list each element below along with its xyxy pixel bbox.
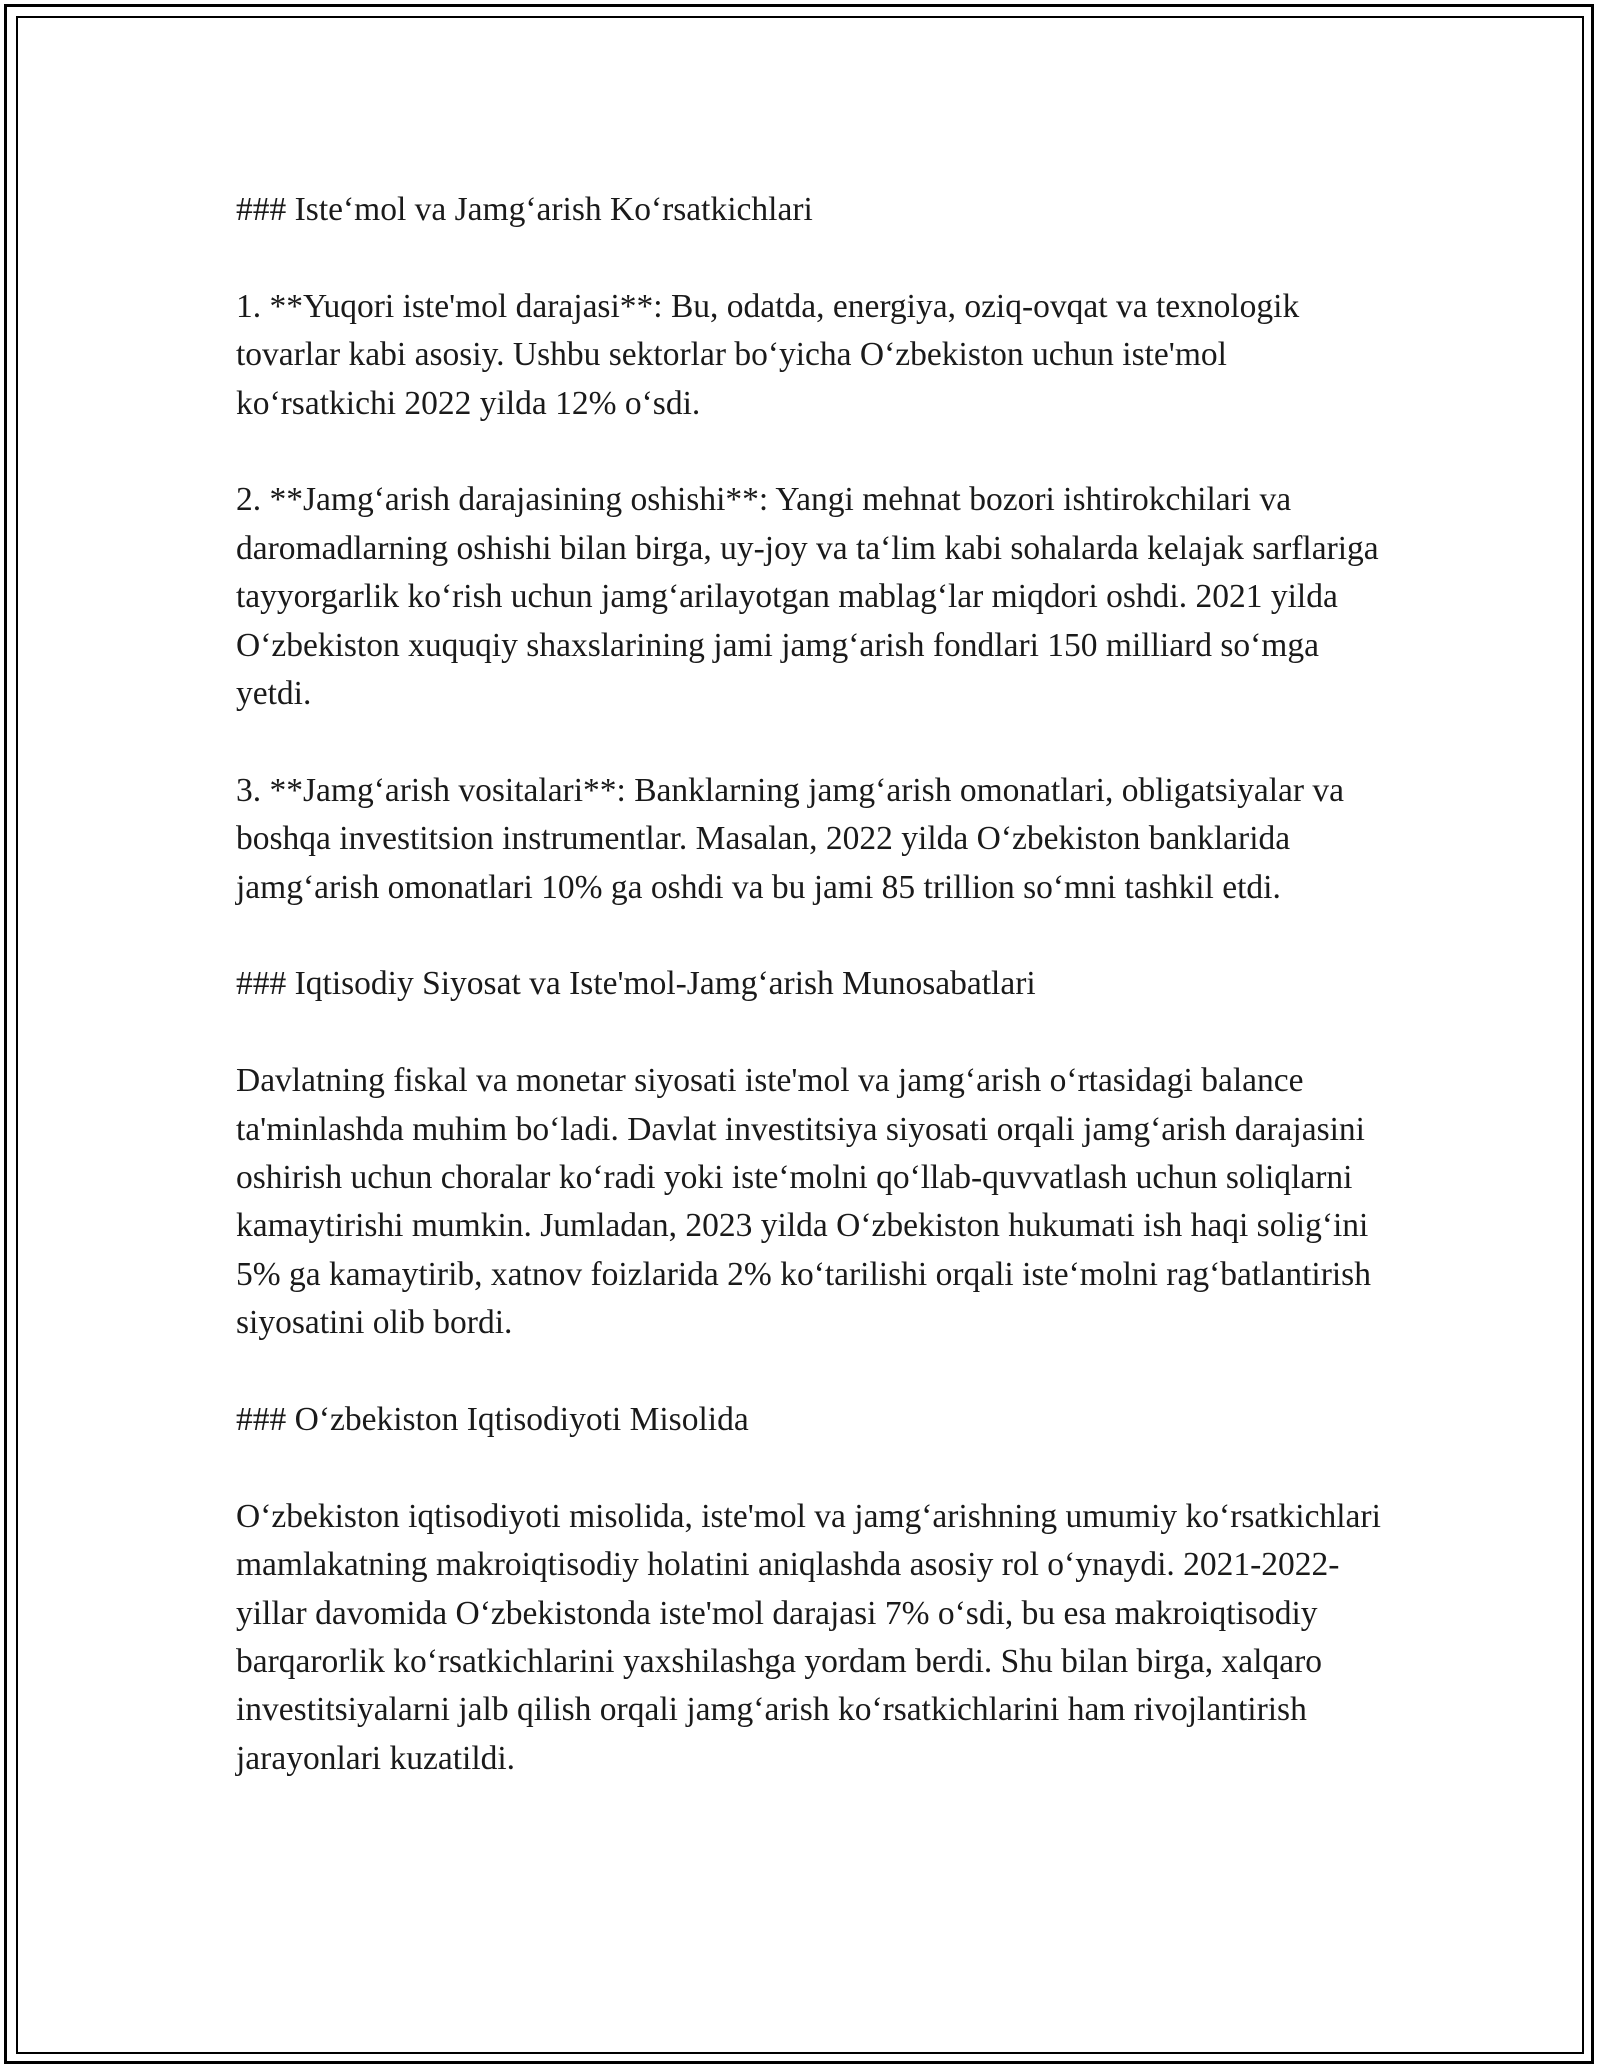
section-heading-consumption-savings: ### Iste‘mol va Jamg‘arish Ko‘rsatkichlari (236, 191, 813, 228)
section-heading-uzbekistan-example: ### O‘zbekiston Iqtisodiyoti Misolida (236, 1401, 749, 1439)
list-item-savings-instruments: 3. **Jamg‘arish vositalari**: Banklarning jamg‘arish omonatlari, obligatsiyalar va boshqa investitsion instrumentlar. Masalan, 2022 yilda O‘zbekiston banklarida jamg‘arish omonatlari 10% ga oshdi va bu jami 85 trillion so‘mni tashkil etdi. (236, 771, 1353, 906)
paragraph-economic-policy: Davlatning fiskal va monetar siyosati iste'mol va jamg‘arish o‘rtasidagi balance ta'minlashda muhim bo‘ladi. Davlat investitsiya siyosati orqali jamg‘arish darajasini oshirish uchun choralar ko‘radi yoki iste‘molni qo‘llab-quvvatlash uchun soliqlarni kamaytirishi mumkin. Jumladan, 2023 yilda O‘zbekiston hukumati ish haqi solig‘ini 5% ga kamaytirib, xatnov foizlarida 2% ko‘tarilishi orqali iste‘molni rag‘batlantirish siyosatini olib bordi. (236, 1062, 1380, 1342)
section-heading-economic-policy: ### Iqtisodiy Siyosat va Iste'mol-Jamg‘arish Munosabatlari (236, 965, 1036, 1003)
document-body (236, 186, 1390, 1832)
list-item-high-consumption: 1. **Yuqori iste'mol darajasi**: Bu, odatda, energiya, oziq-ovqat va texnologik tovarlar kabi asosiy. Ushbu sektorlar bo‘yicha O‘zbekiston uchun iste'mol ko‘rsatkichi 2022 yilda 12% o‘sdi. (236, 287, 1308, 422)
list-item-savings-growth: 2. **Jamg‘arish darajasining oshishi**: Yangi mehnat bozori ishtirokchilari va daromadlarning oshishi bilan birga, uy-joy va ta‘lim kabi sohalarda kelajak sarflariga tayyorgarlik ko‘rish uchun jamg‘arilayotgan mablag‘lar miqdori oshdi. 2021 yilda O‘zbekiston xuquqiy shaxslarining jami jamg‘arish fondlari 150 milliard so‘mga yetdi. (236, 481, 1388, 713)
paragraph-uzbekistan-example: O‘zbekiston iqtisodiyoti misolida, iste'mol va jamg‘arishning umumiy ko‘rsatkichlari mamlakatning makroiqtisodiy holatini aniqlashda asosiy rol o‘ynaydi. 2021-2022-yillar davomida O‘zbekistonda iste'mol darajasi 7% o‘sdi, bu esa makroiqtisodiy barqarorlik ko‘rsatkichlarini yaxshilashga yordam berdi. Shu bilan birga, xalqaro investitsiyalarni jalb qilish orqali jamg‘arish ko‘rsatkichlarini ham rivojlantirish jarayonlari kuzatildi. (236, 1497, 1390, 1777)
